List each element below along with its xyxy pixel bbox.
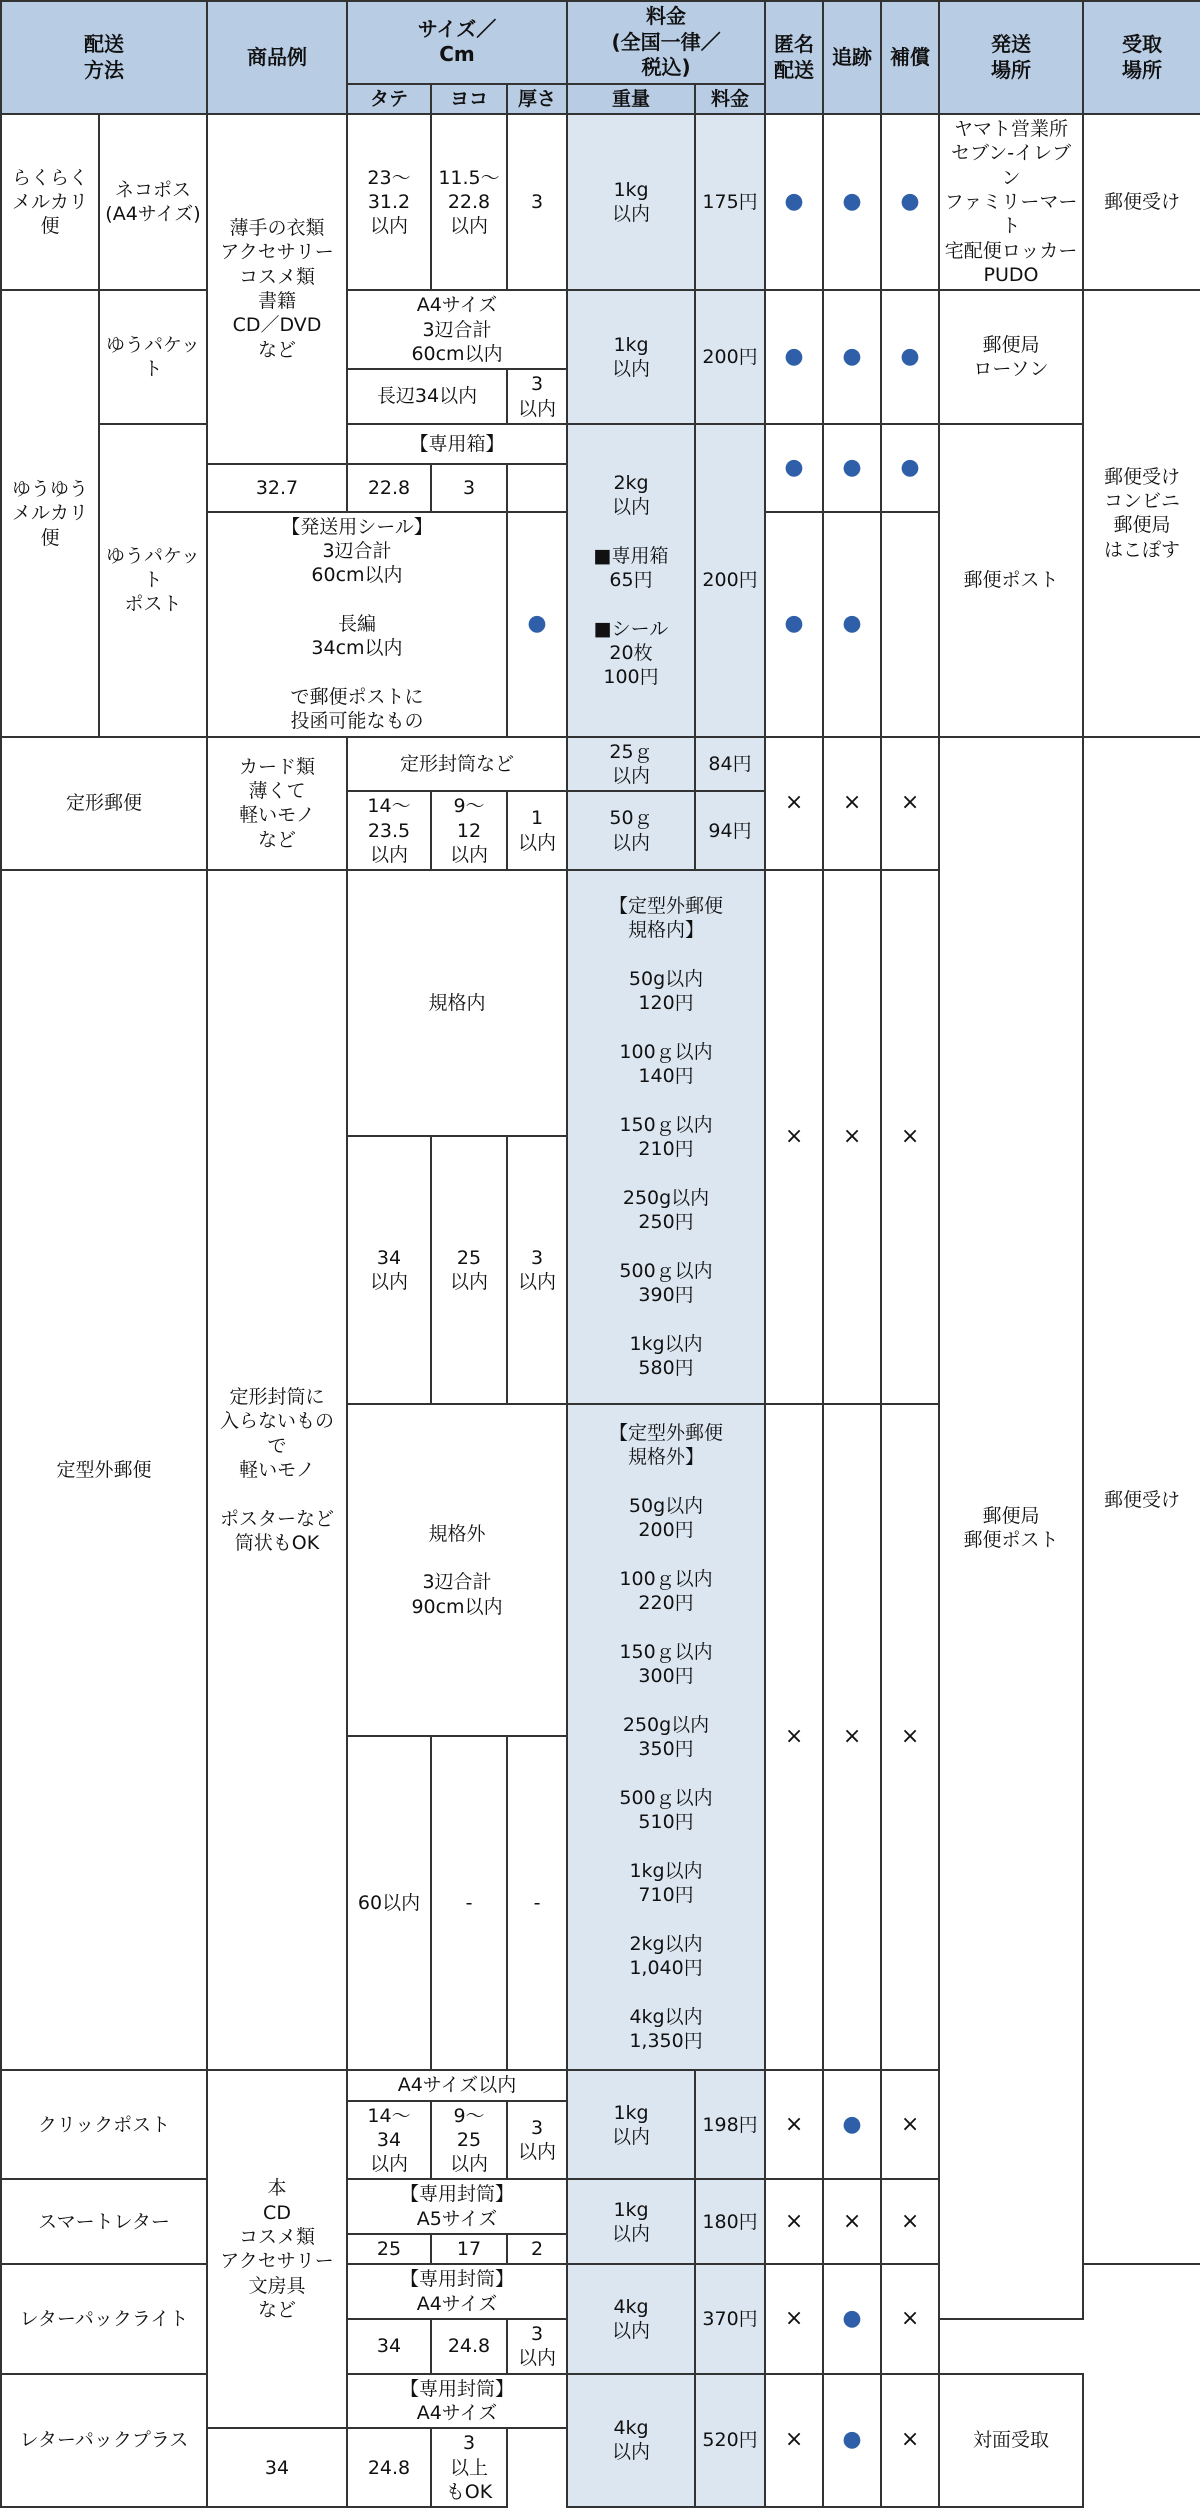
dot-mark: ● <box>784 454 804 480</box>
lplight-track-mark <box>823 2264 881 2373</box>
header-yoko: ヨコ <box>431 84 507 114</box>
rakuraku-send: ヤマト営業所 セブン-イレブン ファミリーマート 宅配便ロッカー PUDO <box>939 114 1083 290</box>
rakuraku-service: らくらく メルカリ便 <box>1 114 99 290</box>
rakuraku-tate: 23～ 31.2 以内 <box>347 114 431 290</box>
teikei-fee-1: 84円 <box>695 737 765 792</box>
cross-mark: × <box>842 2208 862 2234</box>
teikeigai-in-price: 【定型外郵便 規格内】 50g以内 120円 100ｇ以内 140円 150ｇ以内 210円 250g以内 250円 500ｇ以内 390円 1kg以内 580円 <box>567 870 765 1404</box>
yupost-seal-comp-mark <box>823 512 881 737</box>
lpplus-yoko: 24.8 <box>347 2428 431 2507</box>
lplight-comp-mark <box>881 2264 939 2373</box>
yupost-name: ゆうパケット ポスト <box>99 424 207 737</box>
yupost-fee-detail: ■専用箱 65円 ■シール 20枚 100円 <box>593 544 669 689</box>
dot-mark: ● <box>842 2305 862 2331</box>
yuyu-service: ゆうゆう メルカリ便 <box>1 290 99 736</box>
dot-mark: ● <box>842 2111 862 2137</box>
header-method: 配送 方法 <box>1 1 207 114</box>
yupost-box-anon-mark <box>765 424 823 512</box>
yupacket-anon-mark <box>765 290 823 424</box>
yupost-seal-track-mark <box>765 512 823 737</box>
lpplus-anon-mark <box>765 2374 823 2508</box>
rakuraku-atsu: 3 <box>507 114 567 290</box>
yupost-price-detail <box>567 424 695 737</box>
dot-mark: ● <box>842 611 862 637</box>
lpplus-weight: 4kg 以内 <box>567 2374 695 2508</box>
rakuraku-yoko: 11.5～ 22.8 以内 <box>431 114 507 290</box>
teikei-tate: 14～ 23.5 以内 <box>347 791 431 870</box>
yupost-fee: 200円 <box>695 424 765 737</box>
yupost-box-track-mark <box>823 424 881 512</box>
teikei-yoko: 9～ 12 以内 <box>431 791 507 870</box>
teikeigai-service: 定型外郵便 <box>1 870 207 2070</box>
rakuraku-comp-mark <box>881 114 939 290</box>
smartletter-fee: 180円 <box>695 2179 765 2264</box>
lpplus-service: レターパックプラス <box>1 2374 207 2508</box>
smartletter-anon-mark <box>765 2179 823 2264</box>
teikeigai-in-comp-mark <box>881 870 939 1404</box>
lplight-atsu: 3 以内 <box>507 2319 567 2374</box>
rakuraku-sub: ネコポス (A4サイズ) <box>99 114 207 290</box>
lplight-size-label: 【専用封筒】 A4サイズ <box>347 2264 567 2319</box>
header-compensation: 補償 <box>881 1 939 114</box>
cross-mark: × <box>784 1724 804 1750</box>
lpplus-atsu: 3 以上 もOK <box>431 2428 507 2507</box>
teikei-fee-2: 94円 <box>695 791 765 870</box>
header-fee: 料金 <box>695 84 765 114</box>
header-atsu: 厚さ <box>507 84 567 114</box>
teikei-comp-mark <box>881 737 939 871</box>
shared-recv-mailbox: 郵便受け <box>1083 737 1200 2265</box>
yupacket-size: A4サイズ 3辺合計 60cm以内 <box>347 290 567 369</box>
teikei-weight-2: 50ｇ 以内 <box>567 791 695 870</box>
dot-mark: ● <box>842 343 862 369</box>
dot-mark: ● <box>842 2427 862 2453</box>
clickpost-tate: 14～ 34 以内 <box>347 2101 431 2180</box>
teikei-anon-mark <box>765 737 823 871</box>
clickpost-weight: 1kg 以内 <box>567 2070 695 2179</box>
yupacket-send: 郵便局 ローソン <box>939 290 1083 424</box>
dot-mark: ● <box>842 189 862 215</box>
header-size: サイズ／ Cm <box>347 1 567 84</box>
dot-mark: ● <box>842 454 862 480</box>
smartletter-tate: 25 <box>347 2234 431 2264</box>
smartletter-comp-mark <box>881 2179 939 2264</box>
teikei-size: 定形封筒など <box>347 737 567 792</box>
cross-mark: × <box>900 1124 920 1150</box>
dot-mark: ● <box>900 189 920 215</box>
yupacket-atsu: 3 以内 <box>507 369 567 424</box>
lpplus-size-label: 【専用封筒】 A4サイズ <box>347 2374 567 2429</box>
yuyu-recv: 郵便受け コンビニ 郵便局 はこぽす <box>1083 290 1200 736</box>
lpplus-comp-mark <box>881 2374 939 2508</box>
clickpost-atsu: 3 以内 <box>507 2101 567 2180</box>
yupacket-comp-mark <box>881 290 939 424</box>
cross-mark: × <box>784 2111 804 2137</box>
teikeigai-in-label: 規格内 <box>347 870 567 1136</box>
smartletter-track-mark <box>823 2179 881 2264</box>
cross-mark: × <box>900 2427 920 2453</box>
cross-mark: × <box>900 2305 920 2331</box>
teikeigai-in-atsu: 3 以内 <box>507 1136 567 1404</box>
lpplus-track-mark <box>823 2374 881 2508</box>
clickpost-comp-mark <box>881 2070 939 2179</box>
lplight-service: レターパックライト <box>1 2264 207 2373</box>
header-price: 料金 (全国一律／ 税込) <box>567 1 765 84</box>
teikeigai-out-track-mark <box>823 1404 881 2070</box>
teikeigai-example: 定形封筒に 入らないもので 軽いモノ ポスターなど 筒状もOK <box>207 870 347 2070</box>
header-tate: タテ <box>347 84 431 114</box>
teikeigai-out-tate: 60以内 <box>347 1736 431 2070</box>
cross-mark: × <box>842 790 862 816</box>
teikei-track-mark <box>823 737 881 871</box>
dot-mark: ● <box>784 343 804 369</box>
smartletter-size-label: 【専用封筒】 A5サイズ <box>347 2179 567 2234</box>
lpplus-tate: 34 <box>207 2428 347 2507</box>
lplight-anon-mark <box>765 2264 823 2373</box>
yupost-weight: 2kg 以内 <box>612 471 651 519</box>
dot-mark: ● <box>527 611 547 637</box>
yupacket-long-side: 長辺34以内 <box>347 369 507 424</box>
teikei-weight-1: 25ｇ 以内 <box>567 737 695 792</box>
teikeigai-in-tate: 34 以内 <box>347 1136 431 1404</box>
teikeigai-in-anon-mark <box>765 870 823 1404</box>
header-send-place: 発送 場所 <box>939 1 1083 114</box>
lpplus-recv: 対面受取 <box>939 2374 1083 2508</box>
cross-mark: × <box>900 2111 920 2137</box>
teikeigai-out-anon-mark <box>765 1404 823 2070</box>
yupost-box-atsu: 3 <box>431 464 507 512</box>
yuyu-example: 薄手の衣類 アクセサリー コスメ類 書籍 CD／DVD など <box>207 114 347 464</box>
teikeigai-in-yoko: 25 以内 <box>431 1136 507 1404</box>
teikeigai-out-comp-mark <box>881 1404 939 2070</box>
cross-mark: × <box>784 2427 804 2453</box>
yupost-seal-anon-mark <box>507 512 567 737</box>
dot-mark: ● <box>900 343 920 369</box>
cross-mark: × <box>900 790 920 816</box>
rakuraku-anon-mark <box>765 114 823 290</box>
shared-example-2: 本 CD コスメ類 アクセサリー 文房具 など <box>207 2070 347 2428</box>
clickpost-track-mark <box>823 2070 881 2179</box>
rakuraku-weight: 1kg 以内 <box>567 114 695 290</box>
yupost-send: 郵便ポスト <box>939 424 1083 737</box>
header-example: 商品例 <box>207 1 347 114</box>
dot-mark: ● <box>900 454 920 480</box>
lplight-yoko: 24.8 <box>431 2319 507 2374</box>
smartletter-weight: 1kg 以内 <box>567 2179 695 2264</box>
clickpost-fee: 198円 <box>695 2070 765 2179</box>
cross-mark: × <box>784 2208 804 2234</box>
cross-mark: × <box>784 790 804 816</box>
lplight-tate: 34 <box>347 2319 431 2374</box>
rakuraku-fee: 175円 <box>695 114 765 290</box>
teikeigai-out-price: 【定型外郵便 規格外】 50g以内 200円 100ｇ以内 220円 150ｇ以内 300円 250g以内 350円 500ｇ以内 510円 1kg以内 710円 2kg以内 1,040円 4kg以内 1,350円 <box>567 1404 765 2070</box>
rakuraku-recv: 郵便受け <box>1083 114 1200 290</box>
header-weight: 重量 <box>567 84 695 114</box>
smartletter-yoko: 17 <box>431 2234 507 2264</box>
yupacket-weight: 1kg 以内 <box>567 290 695 424</box>
yupost-box-yoko: 22.8 <box>347 464 431 512</box>
cross-mark: × <box>900 2208 920 2234</box>
shared-send-post: 郵便局 郵便ポスト <box>939 737 1083 2319</box>
cross-mark: × <box>842 1724 862 1750</box>
teikeigai-out-atsu: - <box>507 1736 567 2070</box>
teikei-example: カード類 薄くて 軽いモノ など <box>207 737 347 871</box>
teikei-service: 定形郵便 <box>1 737 207 871</box>
header-anonymous: 匿名 配送 <box>765 1 823 114</box>
rakuraku-track-mark <box>823 114 881 290</box>
cross-mark: × <box>784 1124 804 1150</box>
clickpost-anon-mark <box>765 2070 823 2179</box>
yupost-box-comp-mark <box>881 424 939 512</box>
yupost-box-label: 【専用箱】 <box>347 424 567 464</box>
yupost-box-tate: 32.7 <box>207 464 347 512</box>
teikeigai-in-track-mark <box>823 870 881 1404</box>
yupacket-track-mark <box>823 290 881 424</box>
yupacket-fee: 200円 <box>695 290 765 424</box>
teikei-atsu: 1 以内 <box>507 791 567 870</box>
cross-mark: × <box>784 2305 804 2331</box>
lpplus-fee: 520円 <box>695 2374 765 2508</box>
header-tracking: 追跡 <box>823 1 881 114</box>
header-receive-place: 受取 場所 <box>1083 1 1200 114</box>
clickpost-service: クリックポスト <box>1 2070 207 2179</box>
cross-mark: × <box>900 1724 920 1750</box>
clickpost-size-label: A4サイズ以内 <box>347 2070 567 2100</box>
smartletter-atsu: 2 <box>507 2234 567 2264</box>
lplight-fee: 370円 <box>695 2264 765 2373</box>
yupacket-name: ゆうパケット <box>99 290 207 424</box>
yupost-seal-text: 【発送用シール】 3辺合計 60cm以内 長編 34cm以内 で郵便ポストに 投函可能なもの <box>207 512 507 737</box>
lplight-weight: 4kg 以内 <box>567 2264 695 2373</box>
cross-mark: × <box>842 1124 862 1150</box>
dot-mark: ● <box>784 611 804 637</box>
dot-mark: ● <box>784 189 804 215</box>
smartletter-service: スマートレター <box>1 2179 207 2264</box>
teikeigai-out-yoko: - <box>431 1736 507 2070</box>
teikeigai-out-label: 規格外 3辺合計 90cm以内 <box>347 1404 567 1736</box>
clickpost-yoko: 9～ 25 以内 <box>431 2101 507 2180</box>
